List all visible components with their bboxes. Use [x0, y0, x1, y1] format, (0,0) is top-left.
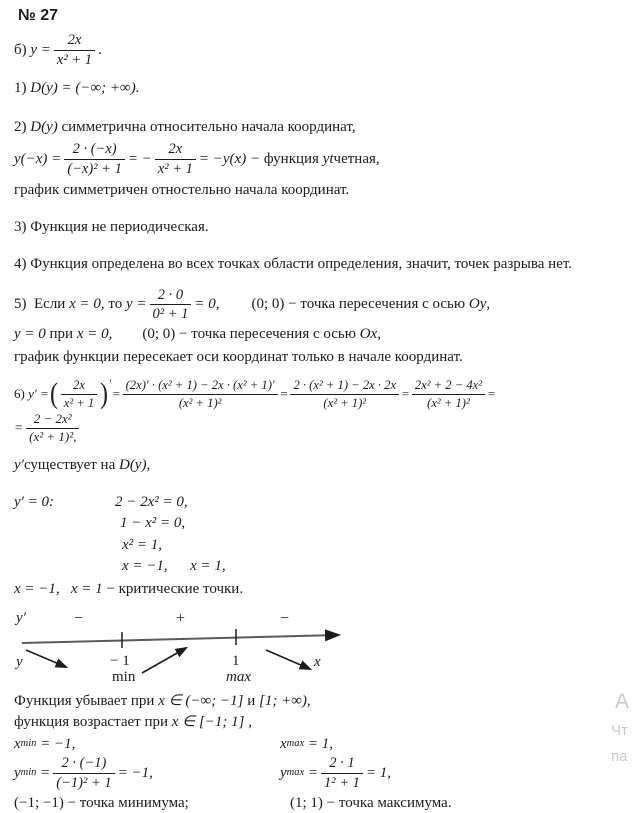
fraction-denominator: (x² + 1)² — [178, 395, 222, 410]
text-run: функция возрастает при — [14, 713, 172, 730]
math-run: = — [36, 764, 51, 781]
critical-points-row — [14, 492, 643, 514]
text-run: симметрична относительно начала координат, — [57, 119, 356, 136]
equals-sign: = — [14, 420, 24, 436]
fraction-numerator: 2 · 1 — [321, 755, 363, 774]
maximum-point-line — [280, 793, 643, 813]
text-run: 3) Функция не периодическая. — [14, 218, 209, 235]
math-run: = 0, — [194, 296, 220, 313]
x-label: x — [314, 653, 321, 670]
math-run: Ox — [359, 326, 378, 343]
fraction — [26, 412, 79, 445]
y-min-line: y min = $\frac{2 \cdot (-1)}{\text{(−1)² + 1}}$ = −1, — [14, 754, 153, 791]
item-label: 6) — [14, 386, 29, 401]
tick-label-minus-1: − 1 — [110, 652, 130, 669]
number-line-axis — [22, 635, 338, 643]
equals-sign: = — [401, 386, 410, 401]
problem-statement — [14, 32, 643, 68]
sign-minus-1: − — [74, 609, 84, 627]
math-run: x = 0, — [69, 296, 105, 313]
text-run: существует на — [23, 456, 119, 473]
math-run: = 1, — [365, 764, 392, 781]
yprime-label: y′ — [16, 609, 26, 626]
min-label: min — [112, 668, 136, 684]
fraction — [290, 378, 399, 410]
critical-points-row — [14, 556, 643, 578]
fraction — [64, 141, 125, 177]
step-3-periodicity — [14, 217, 643, 238]
sign-chart — [14, 606, 643, 689]
critical-points-row — [14, 513, 643, 535]
extrema-block — [14, 735, 643, 813]
text-run: Функция убывает при — [14, 692, 159, 709]
equation-lhs: y(−x) = — [14, 151, 62, 168]
text-run: график симметричен отностельно начала координат. — [14, 181, 350, 198]
text-run: (−1; −1) − точка минимума; — [14, 795, 189, 812]
tick-label-1: 1 — [232, 652, 240, 669]
sign-plus: + — [176, 609, 186, 627]
fraction-denominator: (x² + 1)², — [29, 428, 77, 444]
fraction-denominator: (−x)² + 1 — [67, 161, 122, 178]
math-run: y′ — [14, 456, 24, 473]
math-run: y — [14, 764, 21, 781]
math-step: x² = 1, — [122, 536, 163, 553]
fraction-numerator: 2x² + 2 − 4x² — [412, 378, 485, 394]
math-step: 2 − 2x² = 0, — [115, 493, 188, 510]
critical-points-conclusion — [14, 579, 643, 600]
fraction-numerator: (2x)′ · (x² + 1) − 2x · (x² + 1)′ — [123, 378, 278, 394]
math-run: = −y(x) − — [198, 151, 264, 168]
text-run: то — [104, 296, 126, 313]
fraction-numerator: 2x — [61, 378, 97, 394]
fraction — [54, 32, 95, 68]
fraction — [412, 378, 485, 410]
monotonicity-increase — [14, 712, 643, 733]
minimum-column — [14, 735, 280, 813]
math-run: y′ = — [28, 386, 49, 401]
math-run: x — [14, 735, 21, 752]
watermark-fragment: па — [611, 748, 628, 765]
watermark-fragment: А — [615, 690, 630, 713]
math-run: = — [304, 764, 319, 781]
step-2-equation — [14, 141, 643, 177]
derivative-exists-note — [14, 455, 643, 476]
fraction-numerator: 2 · (−x) — [64, 141, 125, 160]
fraction-denominator: (x² + 1)² — [427, 395, 470, 410]
step-6-derivative-equation — [14, 375, 643, 410]
math-run: D(y) — [118, 456, 147, 473]
max-label: max — [226, 668, 251, 684]
equation-lhs: y = — [30, 41, 51, 58]
fraction-numerator: 2x — [155, 141, 196, 160]
math-run: x = 0, — [76, 326, 113, 343]
math-run: = − — [127, 151, 152, 168]
fraction-denominator: 0² + 1 — [152, 306, 189, 323]
punctuation: , — [486, 296, 491, 313]
equals-sign: = — [487, 386, 496, 401]
text-run: (0; 0) − точка пересечения с осью — [142, 326, 360, 343]
math-run: y = — [125, 296, 147, 313]
math-step: 1 − x² = 0, — [120, 515, 186, 532]
math-run: x — [280, 735, 287, 752]
item-label: 2) — [14, 119, 31, 136]
math-run: D(y) — [30, 119, 58, 136]
item-label: 5) Если — [14, 296, 70, 313]
math-run: yt — [322, 151, 334, 168]
maximum-column — [280, 735, 643, 813]
math-run: = −1, — [36, 735, 76, 752]
step-6-derivative-result — [14, 412, 643, 445]
text-run: − критические точки. — [106, 580, 244, 597]
fraction-numerator: 2x — [54, 32, 95, 51]
decreasing-arrow-2 — [266, 650, 310, 669]
x-max-line: x max = 1, — [280, 735, 334, 752]
math-run: y = 0 — [14, 326, 46, 343]
fraction — [155, 141, 196, 177]
problem-number: № 27 — [18, 7, 59, 24]
sign-chart-svg — [14, 606, 359, 684]
fraction — [321, 755, 363, 791]
text-run: четная, — [333, 151, 380, 168]
right-parenthesis: ) — [100, 377, 109, 410]
fraction — [150, 287, 192, 323]
text-run: (0; 0) − точка пересечения с осью — [251, 296, 469, 313]
x-min-line: x min = −1, — [14, 735, 76, 752]
fraction-denominator: (−1)² + 1 — [56, 774, 112, 791]
punctuation: , — [146, 456, 151, 473]
fraction-numerator: 2 · 0 — [150, 287, 192, 306]
increasing-arrow — [142, 648, 186, 673]
fraction — [61, 378, 97, 410]
fraction-numerator: 2 · (−1) — [53, 755, 114, 774]
monotonicity-decrease — [14, 691, 643, 712]
step-1-domain — [14, 78, 643, 99]
text-run: 4) Функция определена во всех точках области определения, значит, точек разрыва нет. — [14, 255, 573, 272]
step-5-conclusion — [14, 347, 643, 368]
math-run: x = −1, x = 1 — [14, 580, 107, 597]
fraction-denominator: x² + 1 — [63, 395, 95, 410]
equals-sign: = — [279, 386, 289, 401]
math-run: = −1, — [117, 764, 153, 781]
math-run: = 1, — [304, 735, 334, 752]
fraction-denominator: (x² + 1)² — [323, 395, 367, 410]
sign-minus-2: − — [280, 609, 290, 627]
fraction-denominator: x² + 1 — [56, 51, 92, 68]
item-label: б) — [14, 41, 31, 58]
math-run: D(y) = (−∞; +∞). — [30, 80, 140, 97]
step-2-conclusion — [14, 180, 643, 201]
step-5-intercepts-line1 — [14, 287, 643, 323]
equals-sign: = — [111, 386, 121, 401]
fraction-denominator: x² + 1 — [157, 161, 193, 178]
left-parenthesis: ( — [49, 377, 58, 410]
item-label: 1) — [14, 80, 31, 97]
text-run: график функции пересекает оси координат только в начале координат. — [14, 349, 463, 366]
math-step: x = −1, x = 1, — [122, 558, 226, 575]
fraction — [53, 755, 114, 791]
math-run: [1; +∞), — [258, 692, 311, 709]
watermark-fragment: Чт — [611, 722, 628, 739]
punctuation: , — [377, 326, 381, 343]
text-run: (1; 1) − точка максимума. — [290, 795, 452, 812]
text-run: и — [243, 692, 259, 709]
math-run: y — [280, 764, 287, 781]
minimum-point-line — [14, 793, 280, 813]
y-max-line: y max = $\frac{2 \cdot 1}{\text{1² + 1}}$ = 1, — [280, 754, 392, 791]
step-5-intercepts-line2 — [14, 324, 643, 345]
fraction-numerator: 2 · (x² + 1) − 2x · 2x — [290, 378, 399, 394]
math-run: Oy — [468, 296, 487, 313]
fraction-denominator: 1² + 1 — [324, 774, 360, 791]
math-run: x ∈ (−∞; −1] — [158, 692, 244, 709]
punctuation: . — [98, 41, 102, 58]
math-run: x ∈ [−1; 1] , — [171, 713, 253, 730]
critical-points-row — [14, 535, 643, 557]
decreasing-arrow-1 — [26, 650, 66, 667]
text-run: при — [45, 326, 77, 343]
step-4-continuity — [14, 254, 643, 275]
y-label: y — [16, 653, 23, 670]
equation-head: y′ = 0: — [14, 493, 55, 510]
step-2-symmetry — [14, 117, 643, 138]
fraction-numerator: 2 − 2x² — [26, 412, 79, 429]
prime-mark: ′ — [109, 375, 112, 390]
text-run: функция — [263, 151, 323, 168]
fraction — [123, 378, 278, 410]
